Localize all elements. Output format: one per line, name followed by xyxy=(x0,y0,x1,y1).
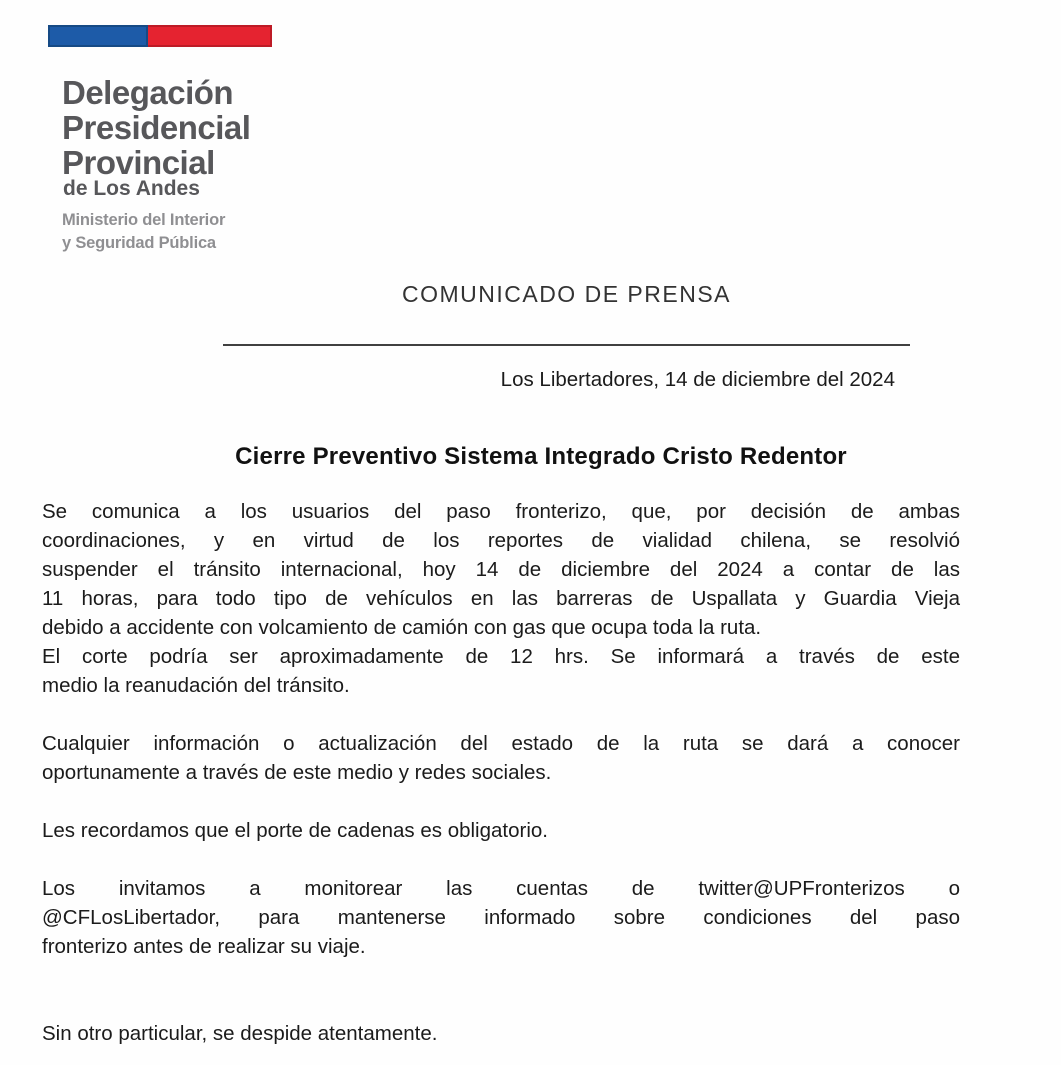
dateline: Los Libertadores, 14 de diciembre del 2024 xyxy=(500,368,895,391)
org-name-line-1: Delegación xyxy=(62,74,234,111)
ministry-line-1: Ministerio del Interior xyxy=(62,211,226,229)
body-line: suspender el tránsito internacional, hoy 14 de diciembre del 2024 a contar de las xyxy=(42,558,960,581)
body-line: El corte podría ser aproximadamente de 12 hrs. Se informará a través de este xyxy=(42,645,960,668)
press-release-title: Cierre Preventivo Sistema Integrado Cristo Redentor xyxy=(235,443,847,470)
org-subtitle: de Los Andes xyxy=(63,177,200,200)
body-text xyxy=(42,497,960,1048)
ministry-line-2: y Seguridad Pública xyxy=(62,233,216,252)
body-line: Se comunica a los usuarios del paso fronterizo, que, por decisión de ambas xyxy=(42,500,960,523)
body-line: @CFLosLibertador, para mantenerse informado sobre condiciones del paso xyxy=(42,906,960,929)
paragraph-closure-announcement xyxy=(42,497,960,700)
body-line: Sin otro particular, se despide atentamente. xyxy=(42,1022,438,1045)
body-line: medio la reanudación del tránsito. xyxy=(42,674,350,697)
org-name-line-3: Provincial xyxy=(62,144,215,181)
body-line: coordinaciones, y en virtud de los reportes de vialidad chilena, se resolvió xyxy=(42,529,960,552)
horizontal-rule xyxy=(223,344,910,346)
body-line: 11 horas, para todo tipo de vehículos en las barreras de Uspallata y Guardia Vieja xyxy=(42,587,960,610)
flag-red-block xyxy=(148,25,272,47)
body-line: Los invitamos a monitorear las cuentas de twitter@UPFronterizos o xyxy=(42,877,960,900)
document-type-heading: COMUNICADO DE PRENSA xyxy=(401,281,732,307)
paragraph-twitter-accounts xyxy=(42,874,960,961)
paragraph-closing xyxy=(42,1019,960,1048)
paragraph-updates-info xyxy=(42,729,960,787)
ministry-name xyxy=(62,209,225,254)
body-line: fronterizo antes de realizar su viaje. xyxy=(42,935,366,958)
org-name xyxy=(62,75,250,180)
body-line: debido a accidente con volcamiento de camión con gas que ocupa toda la ruta. xyxy=(42,616,762,639)
body-line: Cualquier información o actualización del estado de la ruta se dará a conocer xyxy=(42,732,960,755)
body-line: oportunamente a través de este medio y redes sociales. xyxy=(42,761,552,784)
paragraph-chains-reminder xyxy=(42,816,960,845)
org-name-line-2: Presidencial xyxy=(62,109,251,146)
flag-blue-block xyxy=(48,25,148,47)
body-line: Les recordamos que el porte de cadenas es obligatorio. xyxy=(42,819,548,842)
chile-flag-logo xyxy=(48,25,272,47)
